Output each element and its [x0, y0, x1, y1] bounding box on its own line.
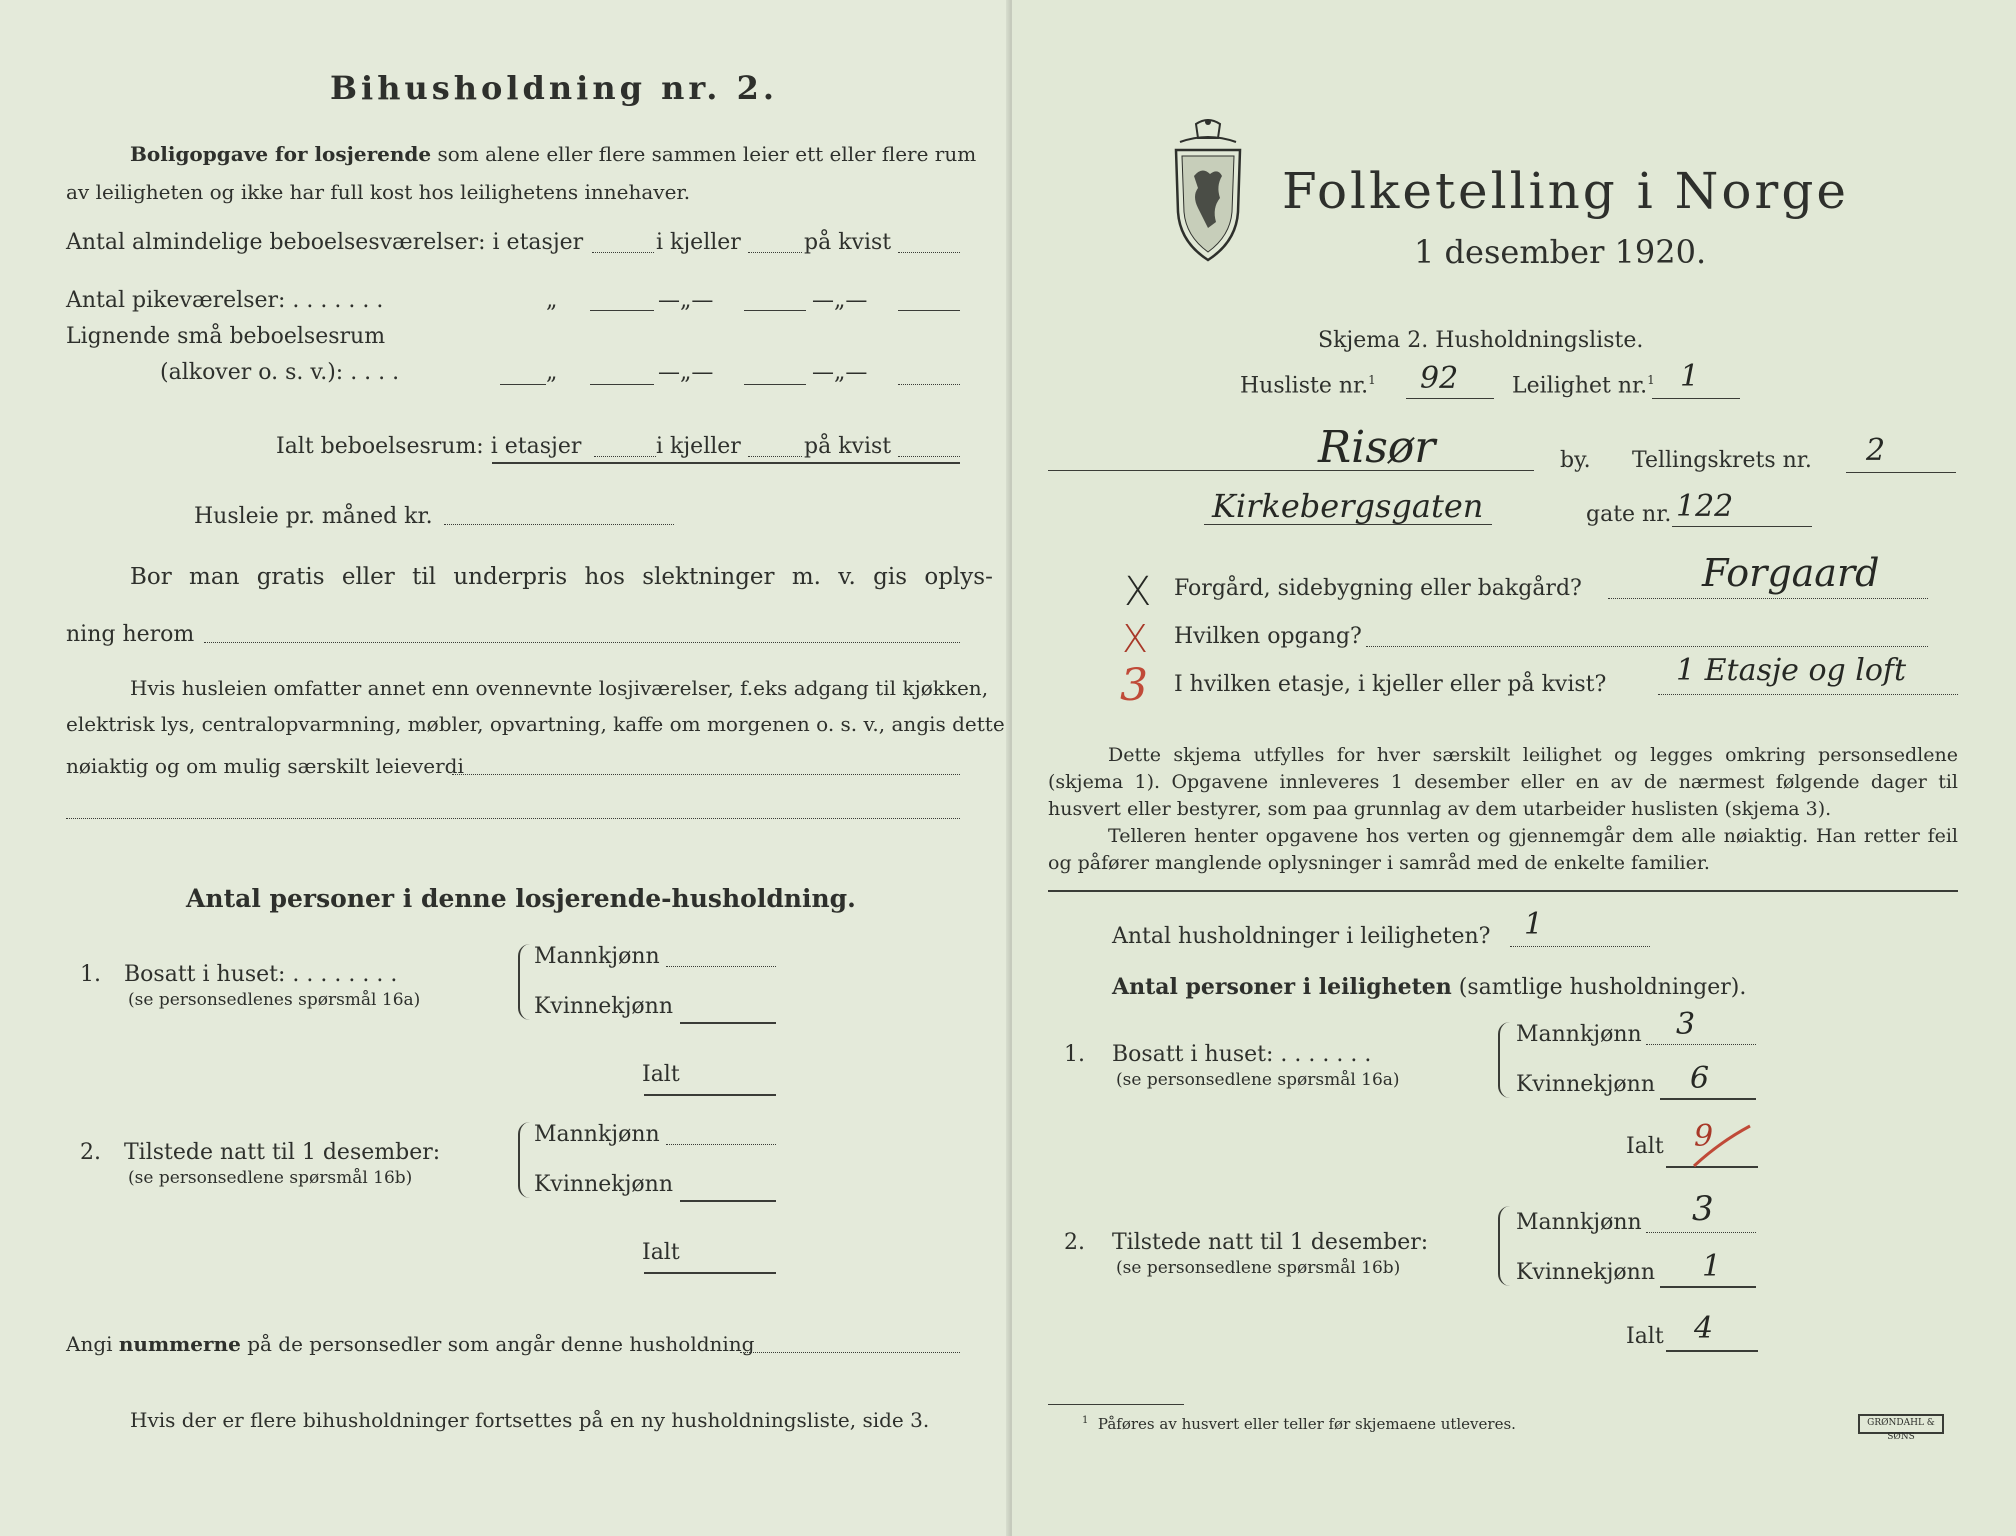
q2-male-label: Mannkjønn [1516, 1210, 1642, 1235]
forgard-question: Forgård, sidebygning eller bakgård? [1174, 576, 1582, 601]
maid-rooms-label: Antal pikeværelser: . . . . . . . [66, 288, 384, 313]
q2-brace [1498, 1206, 1512, 1286]
etasje-question: I hvilken etasje, i kjeller eller på kvist? [1174, 672, 1607, 697]
maid-ditto-2: —„— [658, 288, 714, 313]
q1-sub: (se personsedlenes spørsmål 16a) [128, 990, 421, 1010]
small-ditto-1: „ [546, 360, 558, 385]
rooms-attic-label: på kvist [804, 230, 892, 255]
footnote-mark: 1 [1082, 1415, 1089, 1426]
maid-ditto-3: —„— [812, 288, 868, 313]
q1-number: 1. [80, 962, 101, 987]
leilighet-label [1512, 374, 1655, 397]
numbers-line [66, 1334, 754, 1354]
maid-attic-field[interactable] [898, 310, 960, 311]
q2-sub: (se personsedlene spørsmål 16b) [1116, 1258, 1401, 1278]
q1-female-value: 6 [1690, 1061, 1710, 1096]
small-cellar-field[interactable] [744, 384, 806, 385]
total-rooms-label: Ialt beboelsesrum: i etasjer [276, 434, 582, 459]
maid-ditto-1: „ [546, 288, 558, 313]
q2-female-label: Kvinnekjønn [534, 1172, 673, 1197]
small-rooms-label-2: (alkover o. s. v.): . . . . [160, 360, 400, 385]
q1-male-label: Mannkjønn [1516, 1022, 1642, 1047]
husliste-sup: 1 [1368, 373, 1376, 387]
footnote [1082, 1416, 1516, 1432]
footnote-text: Påføres av husvert eller teller før skjemaene utleveres. [1097, 1415, 1516, 1433]
leilighet-text: Leilighet nr. [1512, 373, 1648, 399]
q1-total-label: Ialt [642, 1062, 680, 1087]
q2-female-value: 1 [1702, 1249, 1722, 1284]
extras-line-1: Hvis husleien omfatter annet enn ovennevnte losjiværelser, f.eks adgang til kjøkken, [130, 676, 989, 700]
husliste-text: Husliste nr. [1240, 373, 1369, 399]
rooms-etasjer-field[interactable] [592, 252, 654, 253]
q2-total-field[interactable] [1666, 1350, 1758, 1352]
q2-sub: (se personsedlene spørsmål 16b) [128, 1168, 413, 1188]
husliste-label [1240, 374, 1376, 397]
extras-line-2: elektrisk lys, centralopvarmning, møbler, opvartning, kaffe om morgenen o. s. v., angis dette [66, 712, 1005, 736]
intro-bold: Boligopgave for losjerende [130, 142, 432, 166]
households-value: 1 [1524, 907, 1544, 942]
right-page-husholdningsliste [1012, 0, 2016, 1536]
small-attic-field[interactable] [898, 384, 960, 385]
q2-label: Tilstede natt til 1 desember: [1112, 1230, 1429, 1255]
schema-label: Skjema 2. Husholdningsliste. [1318, 328, 1644, 353]
total-attic-label: på kvist [804, 434, 892, 459]
q2-total-value: 4 [1694, 1311, 1714, 1346]
opgang-question: Hvilken opgang? [1174, 624, 1362, 649]
krets-field[interactable] [1846, 472, 1956, 473]
census-date: 1 desember 1920. [1414, 233, 1707, 271]
q2-female-label: Kvinnekjønn [1516, 1260, 1655, 1285]
gate-value: 122 [1676, 489, 1734, 524]
krets-label: Tellingskrets nr. [1632, 448, 1812, 473]
opgang-field[interactable] [1366, 646, 1928, 647]
opgang-mark: X [1122, 617, 1149, 661]
small-rooms-label-1: Lignende små beboelsesrum [66, 324, 386, 349]
husliste-field[interactable] [1406, 398, 1494, 399]
maid-cellar-field[interactable] [744, 310, 806, 311]
numbers-post: på de personsedler som angår denne husholdning [247, 1332, 755, 1356]
norway-coat-of-arms-icon [1158, 116, 1258, 266]
total-rooms-underline [492, 462, 960, 464]
right-title: Folketelling i Norge [1282, 162, 1849, 220]
q2-male-field[interactable] [666, 1144, 776, 1145]
numbers-pre: Angi [66, 1332, 113, 1356]
numbers-field[interactable] [740, 1352, 960, 1353]
q1-male-field[interactable] [1646, 1044, 1756, 1045]
q1-female-label: Kvinnekjønn [1516, 1072, 1655, 1097]
rooms-attic-field[interactable] [898, 252, 960, 253]
q1-female-field[interactable] [680, 1022, 776, 1024]
extras-line-3: nøiaktig og om mulig særskilt leieverdi [66, 754, 464, 778]
krets-value: 2 [1866, 433, 1886, 468]
q2-brace [518, 1122, 532, 1198]
q2-number: 2. [80, 1140, 101, 1165]
rent-field[interactable] [444, 524, 674, 525]
by-label: by. [1560, 448, 1591, 473]
gate-field[interactable] [1672, 526, 1812, 527]
total-cellar-field[interactable] [748, 456, 802, 457]
forgard-answer: Forgaard [1702, 551, 1880, 595]
free-rent-field[interactable] [204, 642, 960, 643]
etasje-answer: 1 Etasje og loft [1676, 653, 1907, 688]
small-ditto-2: —„— [658, 360, 714, 385]
free-rent-line-2: ning herom [66, 622, 195, 647]
more-households-note: Hvis der er flere bihusholdninger fortsettes på en ny husholdningsliste, side 3. [130, 1408, 930, 1432]
q2-total-field[interactable] [644, 1272, 776, 1274]
households-field[interactable] [1510, 946, 1650, 947]
etasje-field[interactable] [1658, 694, 1958, 695]
q1-male-label: Mannkjønn [534, 944, 660, 969]
q2-female-field[interactable] [1660, 1286, 1756, 1288]
maid-etasjer-field[interactable] [590, 310, 654, 311]
left-title: Bihusholdning nr. 2. [330, 69, 778, 107]
q1-label: Bosatt i huset: . . . . . . . [1112, 1042, 1372, 1067]
q1-number: 1. [1064, 1042, 1085, 1067]
extras-field-1[interactable] [452, 774, 960, 775]
free-rent-line-1: Bor man gratis eller til underpris hos slektninger m. v. gis oplys- [130, 564, 993, 590]
q1-sub: (se personsedlene spørsmål 16a) [1116, 1070, 1400, 1090]
town-value: Risør [1318, 422, 1436, 473]
intro-rest: som alene eller flere sammen leier ett eller flere rum [437, 142, 977, 166]
persons-rest: (samtlige husholdninger). [1458, 975, 1747, 1000]
q1-total-value: 9 [1694, 1119, 1714, 1154]
total-cellar-label: i kjeller [656, 434, 741, 459]
printer-stamp: GRØNDAHL & SØNS [1858, 1414, 1944, 1434]
q2-female-field[interactable] [680, 1200, 776, 1202]
forgard-field[interactable] [1608, 598, 1928, 599]
extras-field-2[interactable] [66, 818, 960, 819]
total-etasjer-field[interactable] [594, 456, 656, 457]
leilighet-value: 1 [1680, 359, 1700, 394]
q1-brace [518, 944, 532, 1020]
leilighet-sup: 1 [1647, 373, 1655, 387]
q1-brace [1498, 1022, 1512, 1098]
numbers-bold: nummerne [118, 1332, 241, 1356]
etasje-mark: 3 [1120, 660, 1148, 711]
q2-male-value: 3 [1692, 1189, 1714, 1229]
q1-male-field[interactable] [666, 966, 776, 967]
intro-line-1 [130, 144, 976, 164]
q2-total-label: Ialt [642, 1240, 680, 1265]
instructions-1: Dette skjema utfylles for hver særskilt leilighet og legges omkring personsedlene (skjema 1). Opgavene innleveres 1 desember eller en av de nærmest følgende dager til husvert eller bestyrer, som paa grunnlag av dem utarbeider huslisten (skjema 3). [1048, 744, 1958, 820]
rooms-cellar-field[interactable] [748, 252, 802, 253]
q2-label: Tilstede natt til 1 desember: [124, 1140, 441, 1165]
q1-female-label: Kvinnekjønn [534, 994, 673, 1019]
footnote-rule [1048, 1404, 1184, 1405]
instructions-2: Telleren henter opgavene hos verten og gjennemgår dem alle nøiaktig. Han retter feil og påfører manglende oplysninger i samråd med de enkelte familier. [1048, 825, 1958, 874]
street-value: Kirkebergsgaten [1212, 487, 1484, 525]
q1-female-field[interactable] [1660, 1098, 1756, 1100]
leilighet-field[interactable] [1652, 398, 1740, 399]
intro-line-2: av leiligheten og ikke har full kost hos leilighetens innehaver. [66, 180, 691, 204]
rent-label: Husleie pr. måned kr. [194, 504, 433, 529]
rooms-label: Antal almindelige beboelsesværelser: i etasjer [66, 230, 584, 255]
households-label: Antal husholdninger i leiligheten? [1112, 924, 1491, 949]
gate-label: gate nr. [1586, 502, 1672, 527]
small-pre-field[interactable] [500, 384, 546, 385]
q1-total-label: Ialt [1626, 1134, 1664, 1159]
small-ditto-3: —„— [812, 360, 868, 385]
persons-heading [1112, 976, 1746, 999]
q1-male-value: 3 [1676, 1007, 1696, 1042]
q1-total-field[interactable] [644, 1094, 776, 1096]
husliste-value: 92 [1420, 361, 1459, 396]
forgard-mark: X [1124, 569, 1152, 615]
rooms-cellar-label: i kjeller [656, 230, 741, 255]
small-etasjer-field[interactable] [590, 384, 654, 385]
q2-male-field[interactable] [1646, 1232, 1756, 1233]
persons-bold: Antal personer i leiligheten [1112, 974, 1452, 1000]
q2-male-label: Mannkjønn [534, 1122, 660, 1147]
total-attic-field[interactable] [898, 456, 960, 457]
q1-label: Bosatt i huset: . . . . . . . . [124, 962, 398, 987]
persons-heading: Antal personer i denne losjerende-husholdning. [186, 884, 856, 913]
q1-total-correction-mark-icon [1690, 1119, 1754, 1170]
instructions-rule [1048, 890, 1958, 892]
q2-number: 2. [1064, 1230, 1085, 1255]
town-field[interactable] [1048, 470, 1534, 471]
q2-total-label: Ialt [1626, 1324, 1664, 1349]
